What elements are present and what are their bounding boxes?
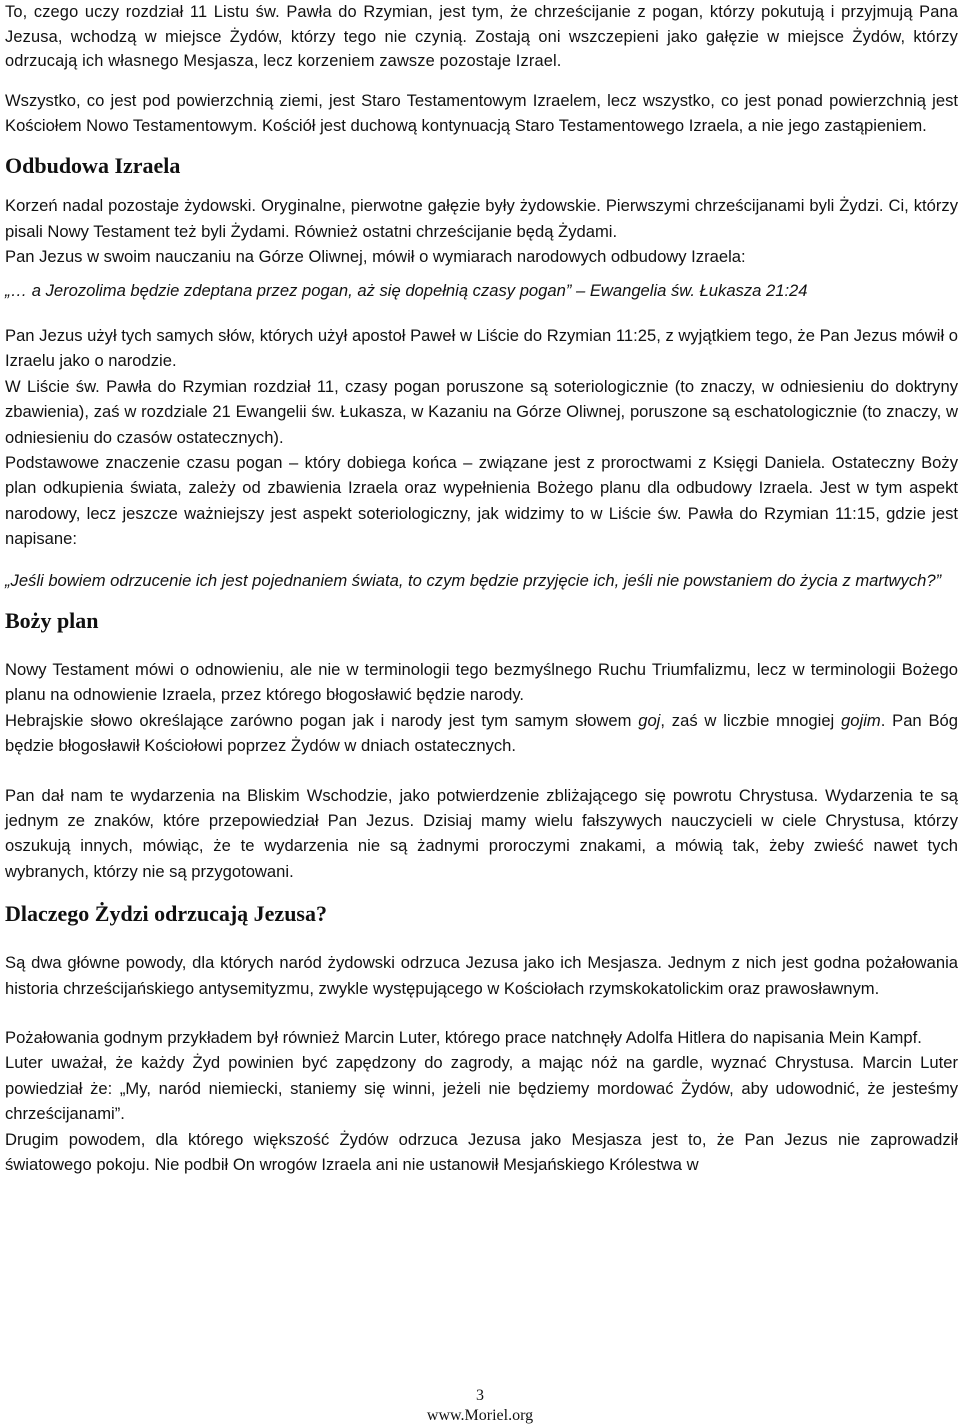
paragraph: Pan Jezus użył tych samych słów, których użył apostoł Paweł w Liście do Rzymian 11:25, z wyjątkiem tego, że Pan Jezus mówił o Izraelu jako o narodzie.	[5, 325, 958, 371]
paragraph	[5, 708, 958, 759]
page-number: 3	[476, 1387, 484, 1404]
paragraph: Luter uważał, że każdy Żyd powinien być zapędzony do zagrody, a mając nóż na gardle, wyznać Chrystusa. Marcin Luter powiedział że: „My, naród niemiecki, staniemy się winni, jeżeli nie będziemy mordować Żydów, aby udowodnić, że jesteśmy chrześcijanami”.	[5, 1053, 958, 1124]
intro-paragraph: To, czego uczy rozdział 11 Listu św. Pawła do Rzymian, jest tym, że chrześcijanie z pogan, którzy pokutują i przyjmują Pana Jezusa, wchodzą w miejsce Żydów, którzy tego nie czynią. Zostają oni wszczepieni jako gałęzie w miejsce Żydów, którzy odrzucają ich własnego Mesjasza, lecz korzeniem zawsze pozostaje Izrael.	[5, 3, 958, 70]
text-run: Hebrajskie słowo określające zarówno pogan jak i narody jest tym samym słowem	[5, 710, 639, 730]
paragraph: Korzeń nadal pozostaje żydowski. Oryginalne, pierwotne gałęzie były żydowskie. Pierwszymi chrześcijanami byli Żydzi. Ci, którzy pisali Nowy Testament też byli Żydami. Również ostatni chrześcijanie będą Żydami.	[5, 196, 958, 241]
scripture-quote: „… a Jerozolima będzie zdeptana przez pogan, aż się dopełnią czasy pogan” – Ewangelia św. Łukasza 21:24	[5, 280, 808, 300]
hebrew-word-gojim: gojim	[841, 710, 881, 730]
paragraph: Pan Jezus w swoim nauczaniu na Górze Oliwnej, mówił o wymiarach narodowych odbudowy Izraela:	[5, 247, 746, 267]
section-heading-odbudowa: Odbudowa Izraela	[5, 153, 181, 179]
footer-website: www.Moriel.org	[426, 1407, 534, 1424]
paragraph: W Liście św. Pawła do Rzymian rozdział 11, czasy pogan poruszone są soteriologicznie (to znaczy, w odniesieniu do doktryny zbawienia), zaś w rozdziale 21 Ewangelii św. Łukasza, w Kazaniu na Górze Oliwnej, poruszone są eschatologicznie (to znaczy, w odniesieniu do czasów ostatecznych).	[5, 376, 958, 447]
document-page	[5, 0, 958, 1178]
paragraph: Pożałowania godnym przykładem był również Marcin Luter, którego prace natchnęły Adolfa Hitlera do napisania Mein Kampf.	[5, 1028, 922, 1048]
text-run: . Pan Bóg będzie błogosławił Kościołowi poprzez Żydów w dniach ostatecznych.	[5, 710, 958, 756]
section-heading-dlaczego: Dlaczego Żydzi odrzucają Jezusa?	[5, 901, 327, 927]
paragraph: Wszystko, co jest pod powierzchnią ziemi, jest Staro Testamentowym Izraelem, lecz wszystko, co jest ponad powierzchnią jest Kościołem Nowo Testamentowym. Kościół jest duchową kontynuacją Staro Testamentowego Izraela, a nie jego zastąpieniem.	[5, 90, 958, 135]
scripture-quote: „Jeśli bowiem odrzucenie ich jest pojednaniem świata, to czym będzie przyjęcie ich, jeśli nie powstaniem do życia z martwych?”	[5, 570, 942, 590]
text-run: , zaś w liczbie mnogiej	[660, 710, 842, 730]
hebrew-word-goj: goj	[638, 710, 661, 730]
paragraph: Są dwa główne powody, dla których naród żydowski odrzuca Jezusa jako ich Mesjasza. Jednym z nich jest godna pożałowania historia chrześcijańskiego antysemityzmu, zwykle występującego w Kościołach rzymskokatolickim oraz prawosławnym.	[5, 953, 958, 998]
paragraph: Drugim powodem, dla którego większość Żydów odrzuca Jezusa jako Mesjasza jest to, że Pan Jezus nie zaprowadził światowego pokoju. Nie podbił On wrogów Izraela ani nie ustanowił Mesjańskiego Królestwa w	[5, 1129, 958, 1175]
paragraph: Podstawowe znaczenie czasu pogan – który dobiega końca – związane jest z proroctwami z Księgi Daniela. Ostateczny Boży plan odkupienia świata, zależy od zbawienia Izraela oraz wypełnienia Bożego planu dla odbudowy Izraela. Jest w tym aspekt narodowy, lecz jeszcze ważniejszy jest aspekt soteriologiczny, jak widzimy to w Liście św. Pawła do Rzymian 11:15, gdzie jest napisane:	[5, 452, 958, 549]
paragraph: Pan dał nam te wydarzenia na Bliskim Wschodzie, jako potwierdzenie zbliżającego się powrotu Chrystusa. Wydarzenia te są jednym ze znaków, które przepowiedział Pan Jezus. Dzisiaj mamy wielu fałszywych nauczycieli w ciele Chrystusa, którzy oszukują innych, mówiąc, że te wydarzenia nie są żadnymi proroczymi znakami, a mówią tak, żeby zwieść nawet tych wybranych, którzy nie są przygotowani.	[5, 785, 958, 881]
paragraph: Nowy Testament mówi o odnowieniu, ale nie w terminologii tego bezmyślnego Ruchu Triumfalizmu, lecz w terminologii Bożego planu na odnowienie Izraela, przez którego błogosławić będzie narody.	[5, 660, 958, 705]
section-heading-plan: Boży plan	[5, 608, 99, 633]
